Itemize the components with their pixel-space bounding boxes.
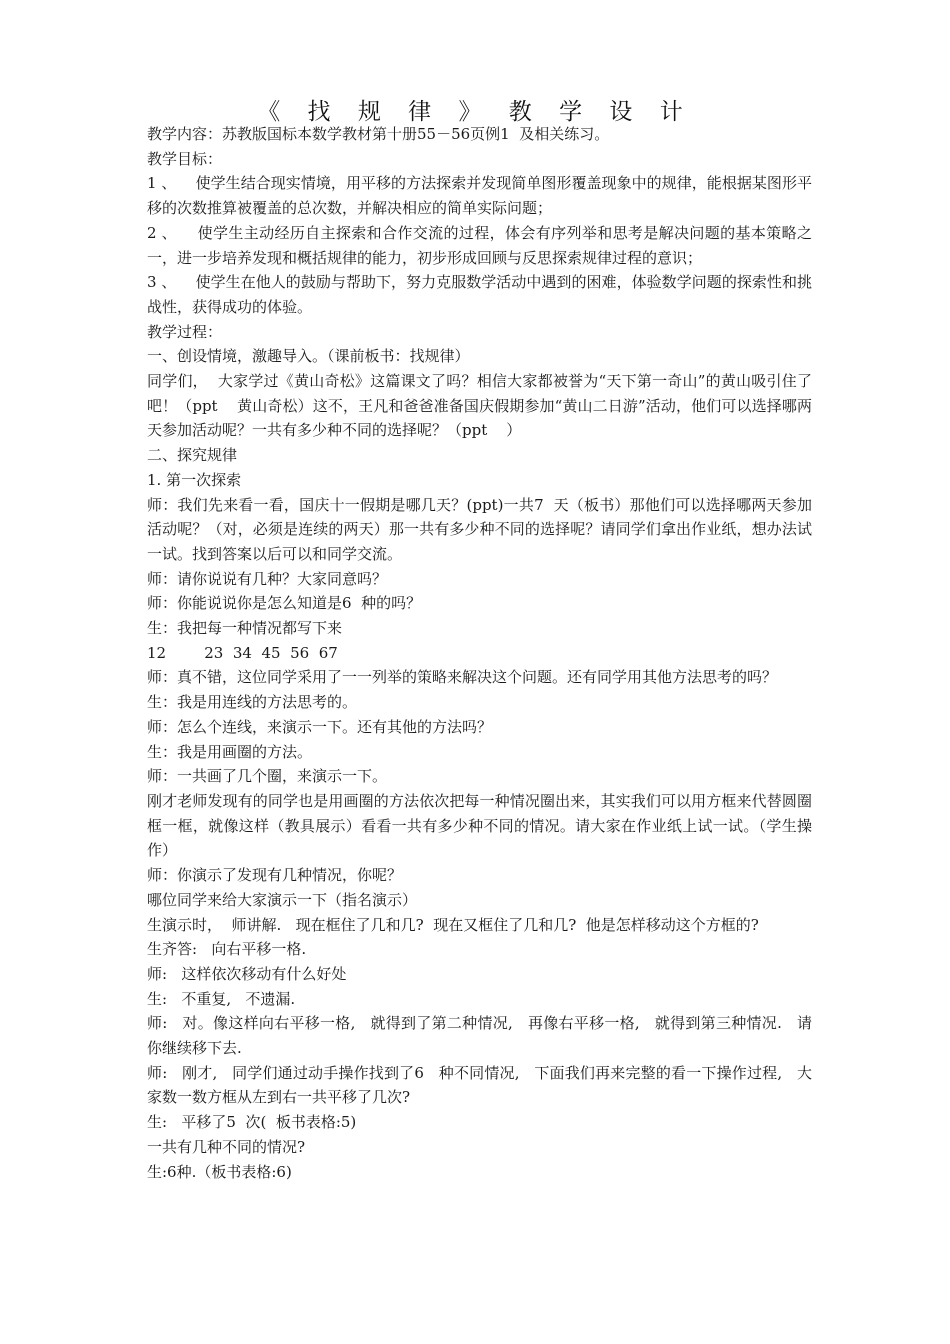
- paragraph-dialogue: 师：你演示了发现有几种情况，你呢？: [147, 866, 403, 885]
- paragraph-dialogue: 生: 平移了5 次( 板书表格:5): [147, 1113, 357, 1132]
- paragraph-dialogue: 师: 对。像这样向右平移一格, 就得到了第二种情况, 再像右平移一格, 就得到第三种情况. 请你继续移下去.: [147, 1014, 812, 1058]
- paragraph-dialogue: 生：我是用连线的方法思考的。: [147, 693, 358, 712]
- paragraph-section-1-heading: 一、创设情境，激趣导入。（课前板书：找规律）: [147, 347, 470, 366]
- paragraph-dialogue: 师：请你说说有几种？大家同意吗？: [147, 569, 388, 588]
- paragraph-dialogue: 生：我是用画圈的方法。: [147, 742, 313, 761]
- paragraph-goal-3: 3 、 使学生在他人的鼓励与帮助下，努力克服数学活动中遇到的困难，体验数学问题的探索性和挑战性，获得成功的体验。: [147, 273, 812, 316]
- document-title: 《 找 规 律 》 教 学 设 计: [257, 99, 693, 125]
- paragraph-intro: 同学们， 大家学过《黄山奇松》这篇课文了吗？相信大家都被誉为“天下第一奇山”的黄山吸引住了吧！（ppt 黄山奇松）这不，王凡和爸爸准备国庆假期参加“黄山二日游”活动，他们可以选择哪两天参加活动呢？一共有多少种不同的选择呢？（ppt ）: [147, 372, 812, 440]
- paragraph-dialogue: 师: 刚才, 同学们通过动手操作找到了6 种不同情况, 下面我们再来完整的看一下操作过程, 大家数一数方框从左到右一共平移了几次?: [147, 1063, 812, 1107]
- paragraph-section-2-heading: 二、探究规律: [147, 446, 238, 465]
- paragraph-dialogue: 哪位同学来给大家演示一下（指名演示）: [147, 890, 418, 909]
- paragraph-dialogue: 师：真不错，这位同学采用了一一列举的策略来解决这个问题。还有同学用其他方法思考的吗？: [147, 668, 778, 687]
- paragraph-goals-heading: 教学目标：: [147, 149, 223, 168]
- document-body: [147, 122, 812, 1184]
- paragraph-dialogue: 师: 这样依次移动有什么好处: [147, 964, 347, 983]
- paragraph-goal-1: 1 、 使学生结合现实情境，用平移的方法探索并发现简单图形覆盖现象中的规律，能根据某图形平移的次数推算被覆盖的总次数，并解决相应的简单实际问题；: [147, 174, 812, 218]
- paragraph-first-exploration: 1. 第一次探索: [147, 470, 242, 489]
- paragraph-teaching-content: 教学内容：苏教版国标本数学教材第十册55－56页例1 及相关练习。: [147, 125, 610, 143]
- paragraph-dialogue: 师：一共画了几个圈，来演示一下。: [147, 767, 388, 786]
- paragraph-dialogue: 师：你能说说你是怎么知道是6 种的吗？: [147, 594, 422, 613]
- paragraph-process-heading: 教学过程：: [147, 322, 223, 341]
- paragraph-dialogue: 生: 不重复, 不遗漏.: [147, 989, 296, 1008]
- paragraph-dialogue: 师：我们先来看一看，国庆十一假期是哪几天？(ppt)一共7 天（板书）那他们可以选择哪两天参加活动呢？（对，必须是连续的两天）那一共有多少种不同的选择呢？请同学们拿出作业纸，想办法试一试。找到答案以后可以和同学交流。: [147, 495, 812, 563]
- paragraph-dialogue: 生：我把每一种情况都写下来: [147, 619, 343, 638]
- paragraph-dialogue: 生:6种.（板书表格:6): [147, 1162, 292, 1181]
- paragraph-dialogue: 生演示时， 师讲解. 现在框住了几和几? 现在又框住了几和几? 他是怎样移动这个方框的?: [147, 915, 759, 934]
- paragraph-dialogue: 刚才老师发现有的同学也是用画圈的方法依次把每一种情况圈出来，其实我们可以用方框来代替圆圈框一框，就像这样（教具展示）看看一共有多少种不同的情况。请大家在作业纸上试一试。（学生操作）: [147, 791, 812, 860]
- paragraph-dialogue: 生齐答: 向右平移一格.: [147, 940, 307, 959]
- paragraph-dialogue: 一共有几种不同的情况?: [147, 1137, 306, 1156]
- paragraph-goal-2: 2 、 使学生主动经历自主探索和合作交流的过程，体会有序列举和思考是解决问题的基本策略之一，进一步培养发现和概括规律的能力，初步形成回顾与反思探索规律过程的意识；: [147, 223, 812, 267]
- paragraph-dialogue: 师：怎么个连线，来演示一下。还有其他的方法吗？: [147, 717, 493, 736]
- paragraph-number-list: 12 23 34 45 56 67: [147, 643, 338, 662]
